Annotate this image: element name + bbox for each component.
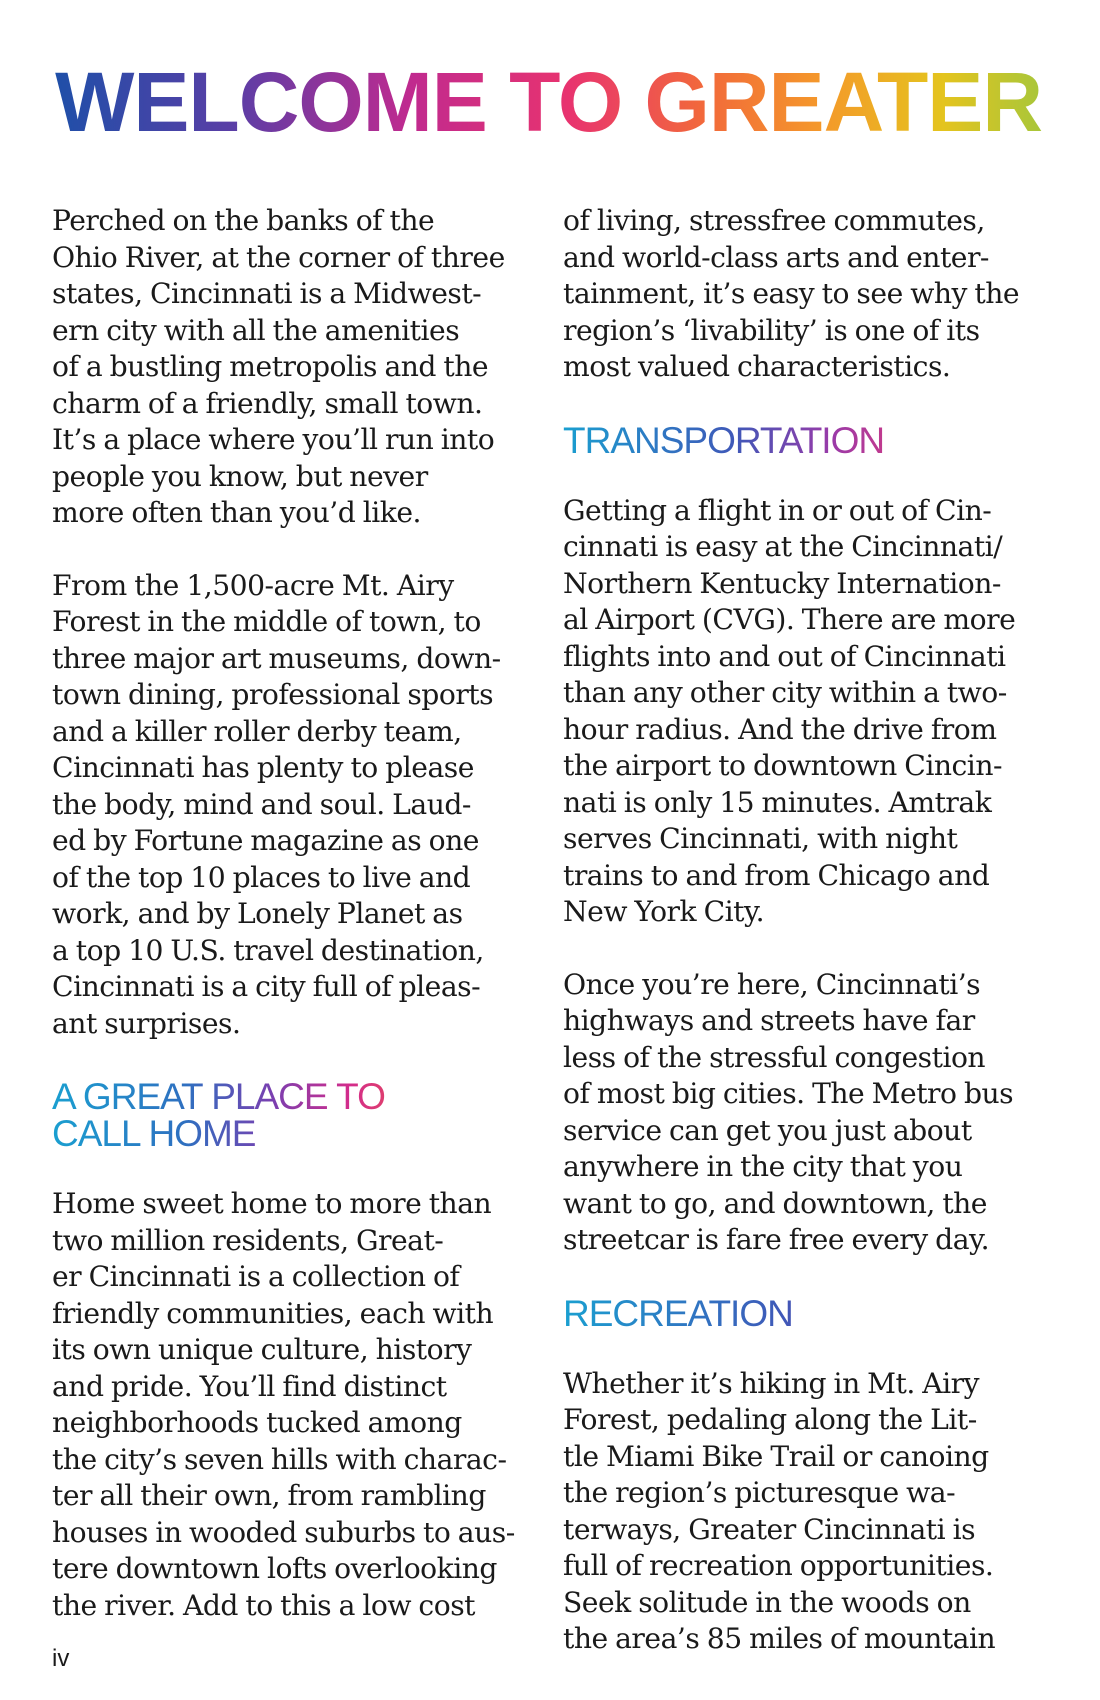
home-paragraph: Home sweet home to more than two million residents, Great- er Cincinnati is a collection of friendly communities, each with its own unique culture, history and pride. You’ll find distinct neighborhoods tucked among the city’s seven hills with charac- ter all their own, from rambling houses in wooded suburbs to aus- tere downtown lofts overlooking the river. Add to this a low cost [52,1187,515,1622]
streets-paragraph: Once you’re here, Cincinnati’s highways and streets have far less of the stressful congestion of most big cities. The Metro bus service can get you just about anywhere in the city that you want to go, and downtown, the streetcar is fare free every day. [563,967,1014,1256]
right-column [563,203,1053,1694]
airport-paragraph: Getting a flight in or out of Cin- cinnati is easy at the Cincinnati/ Northern Kentucky Internation- al Airport (CVG). There are more flights into and out of Cincinnati than any other city within a two- hour radius. And the drive from the airport to downtown Cincin- nati is only 15 minutes. Amtrak serves Cincinnati, with night trains to and from Chicago and New York City. [563,493,1016,928]
recreation-paragraph: Whether it’s hiking in Mt. Airy Forest, pedaling along the Lit- tle Miami Bike Trail or canoing the region’s picturesque wa- terways, Greater Cincinnati is full of recreation opportunities. Seek solitude in the woods on the area’s 85 miles of mountain [563,1366,996,1655]
heading-great-place: A GREAT PLACE TO CALL HOME [52,1078,532,1152]
livability-paragraph: of living, stressfree commutes, and world-class arts and enter- tainment, it’s easy to see why the region’s ‘livability’ is one of its most valued characteristics. [563,204,1020,383]
page-title: WELCOME TO GREATER [55,55,1042,149]
page-number: iv [52,1645,70,1672]
heading-transportation: TRANSPORTATION [563,422,1053,459]
heading-recreation: RECREATION [563,1295,1053,1332]
intro-paragraph: Perched on the banks of the Ohio River, at the corner of three states, Cincinnati is a Midwest- ern city with all the amenities of a bustling metropolis and the charm of a friendly, small town. It’s a place where you’ll run into people you know, but never more often than you’d like. [52,204,505,529]
left-column [52,203,532,1660]
attractions-paragraph: From the 1,500-acre Mt. Airy Forest in the middle of town, to three major art museums, down- town dining, professional sports and a killer roller derby team, Cincinnati has plenty to please the body, mind and soul. Laud- ed by Fortune magazine as one of the top 10 places to live and work, and by Lonely Planet as a top 10 U.S. travel destination, Cincinnati is a city full of pleas- ant surprises. [52,568,501,1040]
